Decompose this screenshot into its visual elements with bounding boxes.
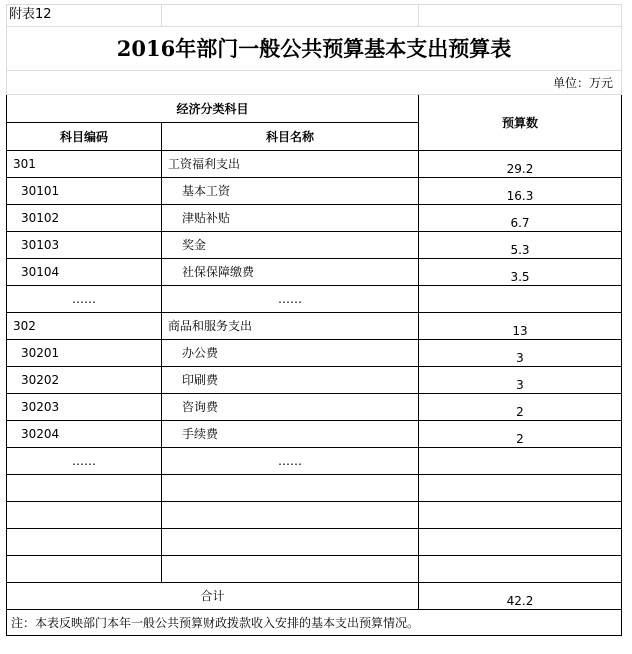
- appendix-label: 附表12: [7, 5, 162, 27]
- table-row: [7, 313, 622, 340]
- blank-cell: [419, 5, 622, 27]
- unit-label: 单位：万元: [7, 71, 622, 95]
- row-name: 办公费: [162, 340, 419, 367]
- table-row: [7, 556, 622, 583]
- footnote: 注：本表反映部门本年一般公共预算财政拨款收入安排的基本支出预算情况。: [7, 610, 622, 636]
- table-row: [7, 367, 622, 394]
- row-code: 30101: [7, 178, 162, 205]
- row-amount: 3: [419, 367, 622, 394]
- budget-table: [6, 4, 622, 636]
- total-row: [7, 583, 622, 610]
- table-row: [7, 475, 622, 502]
- row-amount: 16.3: [419, 178, 622, 205]
- table-row: [7, 394, 622, 421]
- row-code: 302: [7, 313, 162, 340]
- row-name: ……: [162, 448, 419, 475]
- row-amount: 5.3: [419, 232, 622, 259]
- row-amount: 2: [419, 421, 622, 448]
- row-amount: [419, 502, 622, 529]
- row-amount: [419, 556, 622, 583]
- table-row: [7, 448, 622, 475]
- row-name: [162, 502, 419, 529]
- row-name: 工资福利支出: [162, 151, 419, 178]
- row-amount: [419, 448, 622, 475]
- row-amount: [419, 286, 622, 313]
- header-code: 科目编码: [7, 123, 162, 151]
- table-row: [7, 529, 622, 556]
- row-name: 津贴补贴: [162, 205, 419, 232]
- row-amount: [419, 475, 622, 502]
- row-name: 印刷费: [162, 367, 419, 394]
- row-code: 30103: [7, 232, 162, 259]
- row-name: 商品和服务支出: [162, 313, 419, 340]
- row-code: ……: [7, 286, 162, 313]
- table-row: [7, 259, 622, 286]
- row-name: 奖金: [162, 232, 419, 259]
- header-economic-class: 经济分类科目: [7, 95, 419, 123]
- row-name: [162, 529, 419, 556]
- budget-sheet: [6, 4, 621, 648]
- total-label: 合计: [7, 583, 419, 610]
- row-name: [162, 475, 419, 502]
- row-code: 30204: [7, 421, 162, 448]
- row-code: 30202: [7, 367, 162, 394]
- table-row: [7, 178, 622, 205]
- row-name: [162, 556, 419, 583]
- blank-cell: [162, 5, 419, 27]
- table-row: [7, 340, 622, 367]
- row-code: 30104: [7, 259, 162, 286]
- table-row: [7, 205, 622, 232]
- row-name: 手续费: [162, 421, 419, 448]
- row-code: [7, 502, 162, 529]
- row-amount: 2: [419, 394, 622, 421]
- total-amount: 42.2: [419, 583, 622, 610]
- row-amount: 13: [419, 313, 622, 340]
- row-name: 社保保障缴费: [162, 259, 419, 286]
- row-code: 30102: [7, 205, 162, 232]
- row-code: 301: [7, 151, 162, 178]
- table-row: [7, 232, 622, 259]
- row-code: ……: [7, 448, 162, 475]
- row-name: 基本工资: [162, 178, 419, 205]
- table-row: [7, 502, 622, 529]
- row-code: 30201: [7, 340, 162, 367]
- row-amount: 3: [419, 340, 622, 367]
- row-name: 咨询费: [162, 394, 419, 421]
- table-row: [7, 151, 622, 178]
- row-code: [7, 529, 162, 556]
- row-name: ……: [162, 286, 419, 313]
- row-code: [7, 556, 162, 583]
- header-name: 科目名称: [162, 123, 419, 151]
- row-code: 30203: [7, 394, 162, 421]
- row-amount: 3.5: [419, 259, 622, 286]
- page-title: 2016年部门一般公共预算基本支出预算表: [7, 27, 622, 71]
- row-amount: 6.7: [419, 205, 622, 232]
- row-code: [7, 475, 162, 502]
- table-row: [7, 286, 622, 313]
- row-amount: [419, 529, 622, 556]
- row-amount: 29.2: [419, 151, 622, 178]
- table-row: [7, 421, 622, 448]
- header-budget-amount: 预算数: [419, 95, 622, 151]
